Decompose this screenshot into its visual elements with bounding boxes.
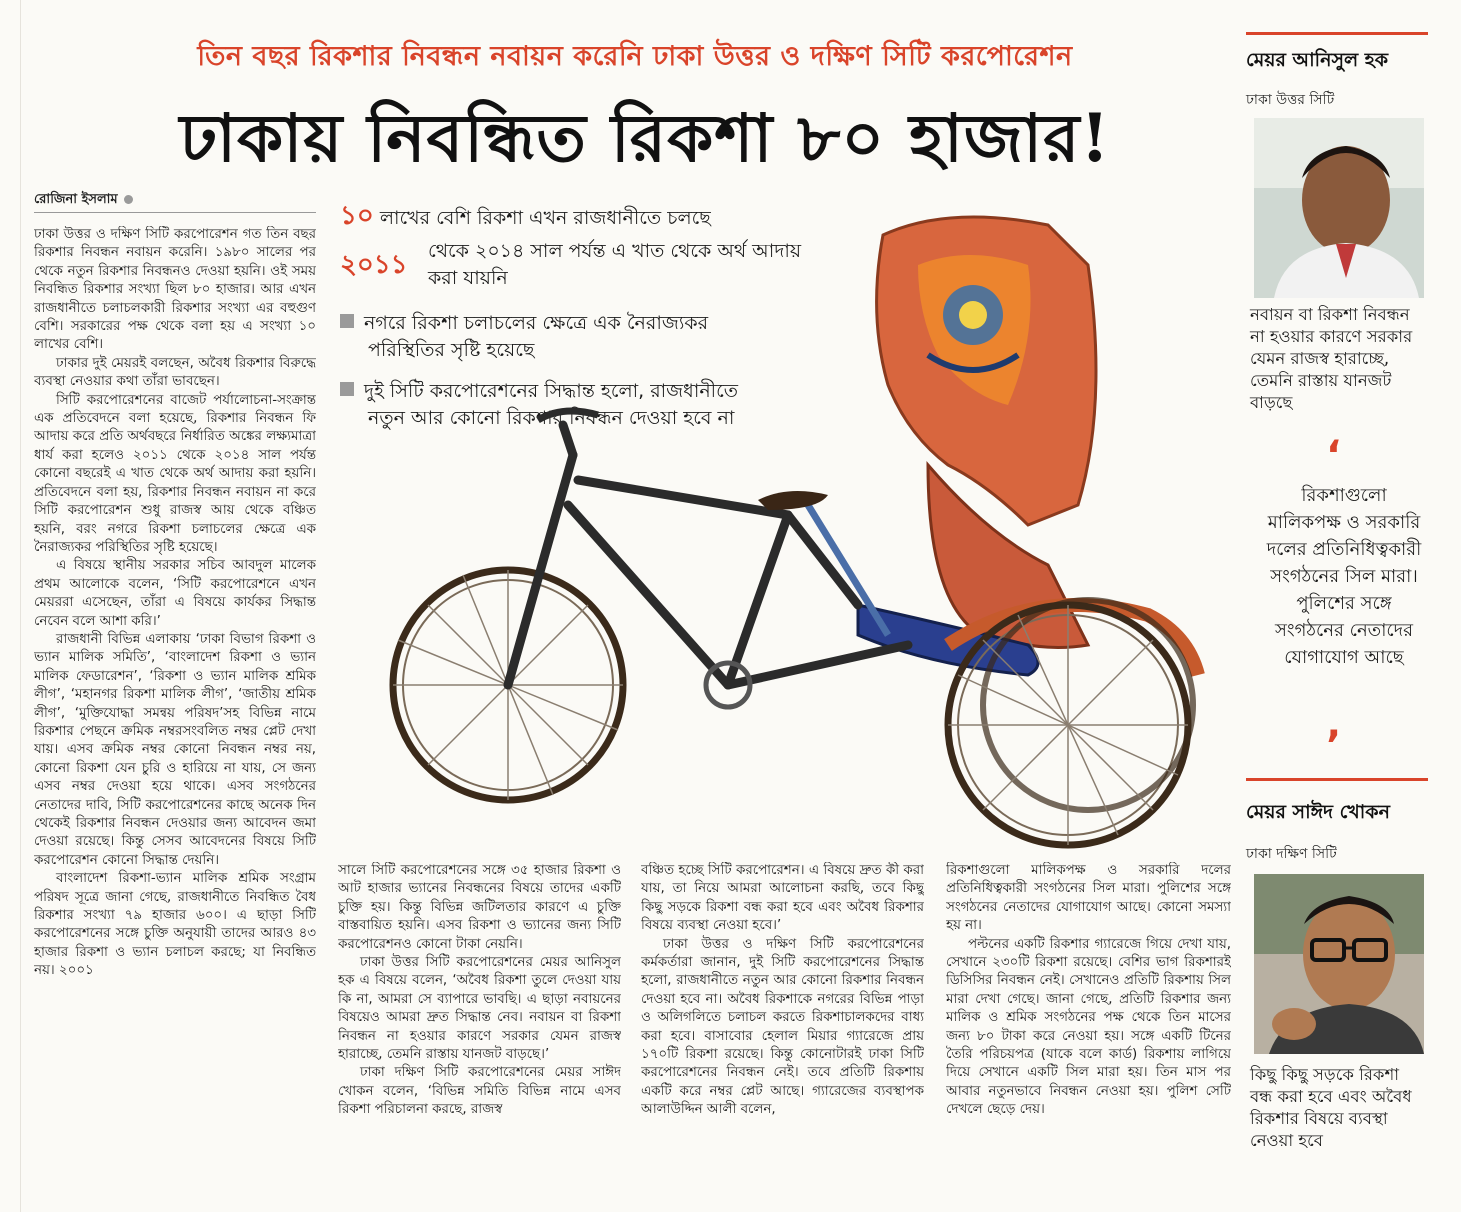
mayor-north-role: ঢাকা উত্তর সিটি xyxy=(1246,92,1335,108)
byline-divider xyxy=(34,212,316,213)
paragraph: রিকশাগুলো মালিকপক্ষ ও সরকারি দলের প্রতিনিধিত্বকারী সংগঠনের সিল মারা। পুলিশের সঙ্গে সংগঠনের নেতাদের যোগাযোগ আছে। কোনো সমস্যা হয় না। xyxy=(946,863,1231,934)
article-column-3 xyxy=(641,862,924,1188)
byline xyxy=(34,190,133,211)
paragraph: ঢাকার দুই মেয়রই বলছেন, অবৈধ রিকশার বিরুদ্ধে ব্যবস্থা নেওয়ার কথা তাঁরা ভাবছেন। xyxy=(34,355,316,390)
paragraph: ঢাকা দক্ষিণ সিটি করপোরেশনের মেয়র সাঈদ খোকন বলেন, ‘বিভিন্ন সমিতি বিভিন্ন নামে এসব রিকশা পরিচালনা করছে, রাজস্ব xyxy=(338,1065,621,1118)
mayor-south-name: মেয়র সাঈদ খোকন xyxy=(1246,801,1390,823)
paragraph: এ বিষয়ে স্থানীয় সরকার সচিব আবদুল মালেক প্রথম আলোকে বলেন, ‘সিটি করপোরেশনে এখন মেয়ররা এসেছেন, তাঁরা এ বিষয়ে কার্যকর সিদ্ধান্ত নেবেন বলে আশা করি।’ xyxy=(34,558,316,629)
article-column-2 xyxy=(338,862,621,1188)
portrait-image xyxy=(1254,118,1424,298)
paragraph: সালে সিটি করপোরেশনের সঙ্গে ৩৫ হাজার রিকশা ও আট হাজার ভ্যানের নিবন্ধনের বিষয়ে তাদের একটি চুক্তি হয়। কিন্তু বিভিন্ন জটিলতার কারণে এ চুক্তি বাস্তবায়িত হয়নি। এসব রিকশা ও ভ্যানের জন্য সিটি করপোরেশনও কোনো টাকা নেয়নি। xyxy=(338,863,621,952)
mayor-north-photo xyxy=(1254,118,1424,298)
highlight-number: ২০১১ xyxy=(340,250,408,280)
rickshaw-photo xyxy=(388,205,1228,855)
paragraph: ঢাকা উত্তর ও দক্ষিণ সিটি করপোরেশন গত তিন বছর রিকশার নিবন্ধন নবায়ন করেনি। ১৯৮০ সালের পর থেকে নতুন রিকশার নিবন্ধনও দেওয়া হয়নি। ওই সময় নিবন্ধিত রিকশার সংখ্যা ছিল ৮০ হাজার। আর এখন রাজধানীতে চলাচলকারী রিকশার সংখ্যা এর বহুগুণ বেশি। সরকারের পক্ষ থেকে বলা হয় এ সংখ্যা ১০ লাখের বেশি। xyxy=(34,227,316,353)
mayor-south-quote: কিছু কিছু সড়কে রিকশা বন্ধ করা হবে এবং অবৈধ রিকশার বিষয়ে ব্যবস্থা নেওয়া হবে xyxy=(1250,1065,1412,1150)
grey-square-bullet-icon xyxy=(340,314,354,328)
article-column-1 xyxy=(34,226,316,1186)
paragraph: বঞ্চিত হচ্ছে সিটি করপোরেশন। এ বিষয়ে দ্রুত কী করা যায়, তা নিয়ে আমরা আলোচনা করছি, তবে কিছু কিছু সড়কে রিকশা বন্ধ করা হবে এবং অবৈধ রিকশার বিষয়ে ব্যবস্থা নেওয়া হবে।’ xyxy=(641,863,924,934)
quote-open-mark: ‘ xyxy=(1326,433,1342,479)
mayor-north-quote: নবায়ন বা রিকশা নিবন্ধন না হওয়ার কারণে সরকার যেমন রাজস্ব হারাচ্ছে, তেমনি রাস্তায় যানজট বাড়ছে xyxy=(1250,305,1413,412)
mayor-south-photo xyxy=(1254,874,1424,1054)
mayor-south-role: ঢাকা দক্ষিণ সিটি xyxy=(1246,846,1337,862)
highlight-text: নতুন আর কোনো রিকশার নিবন্ধন দেওয়া হবে না xyxy=(368,407,735,429)
grey-square-bullet-icon xyxy=(340,382,354,396)
accent-rule xyxy=(1246,32,1428,35)
portrait-image xyxy=(1254,874,1424,1054)
paragraph: রাজধানী বিভিন্ন এলাকায় ‘ঢাকা বিভাগ রিকশা ও ভ্যান মালিক সমিতি’, ‘বাংলাদেশ রিকশা ও ভ্যান মালিক ফেডারেশন’, ‘রিকশা ও ভ্যান মালিক শ্রমিক লীগ’, ‘মহানগর রিকশা মালিক লীগ’, ‘জাতীয় শ্রমিক লীগ’, ‘মুক্তিযোদ্ধা সমন্বয় পরিষদ’সহ বিভিন্ন নামে রিকশার পেছনে ক্রমিক নম্বরসংবলিত নম্বর প্লেট দেখা যায়। এসব ক্রমিক নম্বর কোনো নিবন্ধন নম্বর নয়, কোনো রিকশা যেন চুরি ও হারিয়ে না যায়, সে জন্য এসব নম্বর দেওয়া হয়ে থাকে। এসব সংগঠনের নেতাদের দাবি, সিটি করপোরেশনের কাছে অনেক দিন থেকেই রিকশার নিবন্ধন দেওয়ার জন্য আবেদন জমা দেওয়া রয়েছে। কিন্তু সেসব আবেদনের বিষয়ে সিটি করপোরেশন কোনো সিদ্ধান্ত দেয়নি। xyxy=(34,631,316,868)
accent-rule xyxy=(1246,778,1428,781)
quote-close-mark: ’ xyxy=(1326,723,1342,769)
mayor-north-name: মেয়র আনিসুল হক xyxy=(1246,49,1389,71)
sidebar-quotes xyxy=(1246,0,1428,1212)
author-name: রোজিনা ইসলাম xyxy=(34,192,118,207)
kicker-headline: তিন বছর রিকশার নিবন্ধন নবায়ন করেনি ঢাকা উত্তর ও দক্ষিণ সিটি করপোরেশন xyxy=(197,41,1073,72)
article-column-4 xyxy=(946,862,1231,1188)
paragraph: সিটি করপোরেশনের বাজেট পর্যালোচনা-সংক্রান্ত এক প্রতিবেদনে বলা হয়েছে, রিকশার নিবন্ধন ফি আদায় করে প্রতি অর্থবছরে নির্ধারিত অঙ্কের লক্ষ্যমাত্রা ধার্য করা হলেও ২০১১ থেকে ২০১৪ সাল পর্যন্ত কোনো বছরেই এ খাত থেকে অর্থ আদায় করা হয়নি। প্রতিবেদনে বলা হয়, রিকশার নিবন্ধন নবায়ন না করে সিটি করপোরেশন শুধু রাজস্ব আয় থেকে বঞ্চিত হয়নি, বরং নগরে রিকশা চলাচলের ক্ষেত্রে এক নৈরাজ্যকর পরিস্থিতির সৃষ্টি হয়েছে। xyxy=(34,392,316,555)
paragraph: বাংলাদেশ রিকশা-ভ্যান মালিক শ্রমিক সংগ্রাম পরিষদ সূত্রে জানা গেছে, রাজধানীতে নিবন্ধিত বৈধ রিকশার সংখ্যা ৭৯ হাজার ৬০০। এ ছাড়া সিটি করপোরেশনের সঙ্গে চুক্তি অনুযায়ী তাদের আরও ৪৩ হাজার রিকশা ও ভ্যান চলাচল করছে; যা নিবন্ধিত নয়। ২০০১ xyxy=(34,871,316,979)
highlight-text: পরিস্থিতির সৃষ্টি হয়েছে xyxy=(368,339,535,361)
highlight-number: ১০ xyxy=(340,201,374,231)
main-headline: ঢাকায় নিবন্ধিত রিকশা ৮০ হাজার! xyxy=(179,99,1111,177)
highlight-text: লাখের বেশি রিকশা এখন রাজধানীতে চলছে xyxy=(373,207,711,229)
grey-dot-icon xyxy=(124,195,133,204)
paragraph: ঢাকা উত্তর সিটি করপোরেশনের মেয়র আনিসুল হক এ বিষয়ে বলেন, ‘অবৈধ রিকশা তুলে দেওয়া যায় কি না, আমরা সে ব্যাপারে ভাবছি। এ ছাড়া নবায়নের বিষয়েও আমরা দ্রুত সিদ্ধান্ত নেব। নবায়ন বা রিকশা নিবন্ধন না হওয়ার কারণে সরকার যেমন রাজস্ব হারাচ্ছে, তেমনি রাস্তায় যানজট বাড়ছে।’ xyxy=(338,955,621,1063)
paragraph: ঢাকা উত্তর ও দক্ষিণ সিটি করপোরেশনের কর্মকর্তারা জানান, দুই সিটি করপোরেশনের সিদ্ধান্ত হলো, রাজধানীতে নতুন আর কোনো রিকশার নিবন্ধন দেওয়া হবে না। অবৈধ রিকশাকে নগরের বিভিন্ন পাড়া ও অলিগলিতে চলাচল করতে রিকশাচালকদের বাধ্য করা হবে। বাসাবোর হেলাল মিয়ার গ্যারেজে প্রায় ১৭০টি রিকশা রয়েছে। কিন্তু কোনোটারই ঢাকা সিটি করপোরেশনের নিবন্ধন নেই। তবে প্রতিটি রিকশায় একটি করে নম্বর প্লেট আছে। গ্যারেজের ব্যবস্থাপক আলাউদ্দিন আলী বলেন, xyxy=(641,936,924,1118)
highlight-text: নগরে রিকশা চলাচলের ক্ষেত্রে এক নৈরাজ্যকর xyxy=(364,312,709,334)
highlight-text: থেকে ২০১৪ সাল পর্যন্ত এ খাত থেকে অর্থ আদায় করা যায়নি xyxy=(428,240,802,289)
pull-quote: রিকশাগুলো মালিকপক্ষ ও সরকারি দলের প্রতিনিধিত্বকারী সংগঠনের সিল মারা। পুলিশের সঙ্গে সংগঠনের নেতাদের যোগাযোগ আছে xyxy=(1266,485,1422,668)
highlight-text: দুই সিটি করপোরেশনের সিদ্ধান্ত হলো, রাজধানীতে xyxy=(364,380,739,402)
paragraph: পল্টনের একটি রিকশার গ্যারেজে গিয়ে দেখা যায়, সেখানে ২৩০টি রিকশা রয়েছে। বেশির ভাগ রিকশারই ডিসিসির নিবন্ধন নেই। সেখানেও প্রতিটি রিকশায় সিল মারা দেখা গেছে। জানা গেছে, প্রতিটি রিকশার জন্য মালিক ও শ্রমিক সংগঠনের পক্ষ থেকে তিন মাসের জন্য ৮০ টাকা করে নেওয়া হয়। সঙ্গে একটি টিনের তৈরি পরিচয়পত্র (যাকে বলে কার্ড) রিকশায় লাগিয়ে দিয়ে সেখানে একটি সিল মারা হয়। তিন মাস পর আবার নতুনভাবে নিবন্ধন নেওয়া হয়। পুলিশ সেটি দেখলে ছেড়ে দেয়। xyxy=(946,936,1231,1118)
page-edge xyxy=(20,0,21,1212)
